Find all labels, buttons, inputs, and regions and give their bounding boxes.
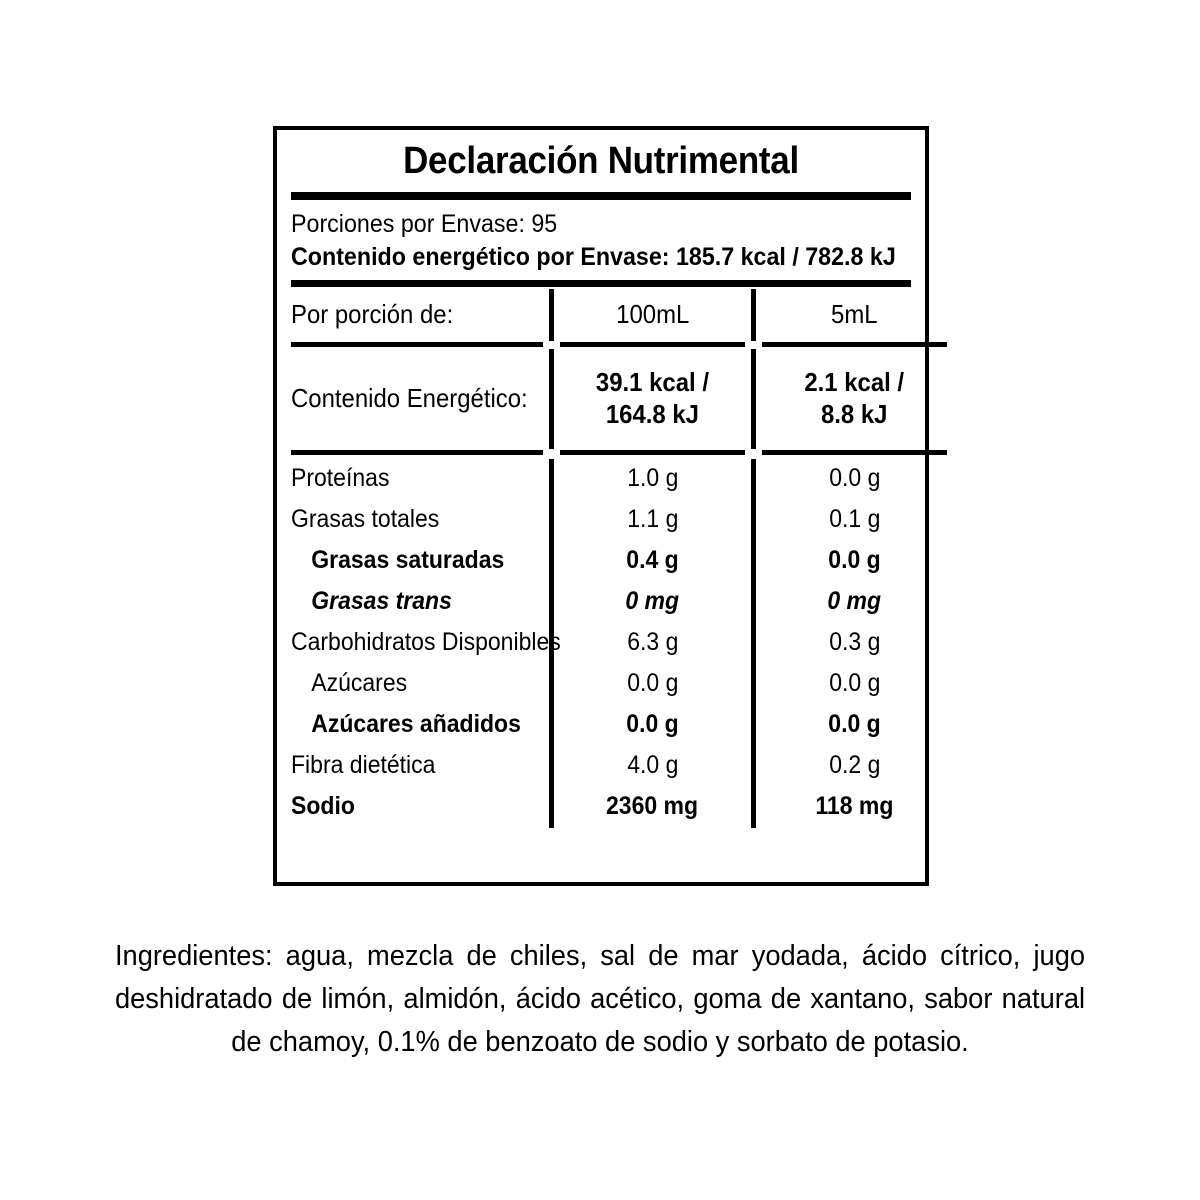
nutrient-label: Fibra dietética (291, 751, 436, 780)
nutrient-col1-value: 1.0 g (626, 464, 679, 493)
nutrient-col2-cell (762, 500, 947, 541)
nutrient-col2-cell (762, 705, 947, 746)
column-divider-1 (549, 705, 554, 746)
nutrient-row (291, 500, 911, 541)
servings-divider-rule (291, 280, 911, 287)
nutrient-col2-value: 0.1 g (828, 505, 881, 534)
column-divider-1 (549, 746, 554, 787)
nutrient-label-cell (291, 500, 543, 541)
rule-gap-1 (543, 342, 560, 347)
column-divider-1 (549, 459, 554, 500)
nutrient-row (291, 787, 911, 828)
column-divider-1 (549, 582, 554, 623)
nutrient-label: Azúcares (311, 669, 408, 698)
serving-size-col1-label: 100mL (615, 299, 690, 330)
column-divider-2 (751, 500, 756, 541)
column-divider-2 (751, 582, 756, 623)
nutrient-row (291, 459, 911, 500)
nutrient-label: Grasas saturadas (311, 546, 505, 575)
energy-label-cell (291, 349, 543, 449)
rule2-segment-label (291, 450, 543, 455)
column-divider-2 (751, 623, 756, 664)
servings-block (291, 204, 911, 276)
nutrient-col1-value: 0 mg (625, 587, 680, 616)
nutrient-col2-cell (762, 746, 947, 787)
rule2-segment-col2 (762, 450, 947, 455)
table-header-row (291, 289, 911, 341)
energy-col2-cell (762, 349, 947, 449)
serving-size-col2-label: 5mL (831, 299, 878, 330)
nutrient-col1-cell (560, 582, 745, 623)
column-divider-4 (751, 349, 756, 449)
energy-row (291, 349, 911, 449)
column-divider-2 (751, 664, 756, 705)
energy-col2-line1: 2.1 kcal / (804, 366, 905, 397)
nutrient-label-cell (291, 787, 543, 828)
nutrient-label-cell (291, 746, 543, 787)
nutrient-col2-value: 0.2 g (828, 751, 881, 780)
rule-gap-2 (745, 342, 762, 347)
nutrient-col1-value: 0.0 g (626, 710, 679, 739)
nutrient-col1-cell (560, 459, 745, 500)
nutrient-col1-value: 2360 mg (606, 792, 699, 821)
nutrient-col1-value: 0.0 g (626, 669, 679, 698)
column-divider-1 (549, 541, 554, 582)
nutrient-col2-value: 0 mg (827, 587, 882, 616)
nutrient-col1-cell (560, 623, 745, 664)
energy-col1-cell (560, 349, 745, 449)
column-divider-2 (751, 787, 756, 828)
energy-col2-value (805, 367, 905, 430)
nutrient-col2-cell (762, 664, 947, 705)
nutrition-facts-panel (273, 126, 929, 886)
rule2-segment-col1 (560, 450, 745, 455)
rule-segment-col1 (560, 342, 745, 347)
nutrient-col1-value: 0.4 g (626, 546, 679, 575)
column-divider-3 (549, 349, 554, 449)
energy-col2-line2: 8.8 kJ (821, 398, 888, 429)
nutrient-row (291, 582, 911, 623)
rule2-gap-2 (745, 450, 762, 455)
nutrient-col2-cell (762, 541, 947, 582)
nutrient-label-cell (291, 705, 543, 746)
energy-col1-value (596, 367, 709, 430)
nutrient-col1-value: 1.1 g (626, 505, 679, 534)
title-divider-rule (291, 192, 911, 200)
nutrient-col2-cell (762, 459, 947, 500)
nutrient-col1-value: 4.0 g (626, 751, 679, 780)
nutrient-label-cell (291, 664, 543, 705)
header-col1-cell (560, 289, 745, 341)
nutrient-label-cell (291, 541, 543, 582)
header-col2-cell (762, 289, 947, 341)
nutrient-col2-value: 0.0 g (828, 710, 881, 739)
nutrient-label: Proteínas (291, 464, 390, 493)
column-divider-2 (751, 289, 756, 341)
nutrient-row (291, 746, 911, 787)
column-divider-1 (549, 500, 554, 541)
nutrient-row (291, 541, 911, 582)
nutrient-col1-cell (560, 787, 745, 828)
column-divider-1 (549, 787, 554, 828)
nutrient-label: Azúcares añadidos (311, 710, 521, 739)
nutrient-label-cell (291, 459, 543, 500)
energy-per-container-text: Contenido energético por Envase: 185.7 kcal / 782.8 kJ (291, 242, 896, 271)
nutrient-label: Grasas totales (291, 505, 440, 534)
energy-col1-line2: 164.8 kJ (605, 398, 700, 429)
nutrient-col1-value: 6.3 g (626, 628, 679, 657)
nutrient-col1-cell (560, 746, 745, 787)
nutrient-col1-cell (560, 705, 745, 746)
nutrient-col2-cell (762, 787, 947, 828)
column-divider-1 (549, 289, 554, 341)
column-divider-2 (751, 459, 756, 500)
nutrient-row (291, 664, 911, 705)
header-segmented-rule (291, 341, 911, 349)
header-label-cell (291, 289, 543, 341)
nutrient-label: Carbohidratos Disponibles (291, 628, 561, 657)
nutrient-label-cell (291, 582, 543, 623)
ingredients-text: Ingredientes: agua, mezcla de chiles, sal de mar yodada, ácido cítrico, jugo deshidratado de limón, almidón, ácido acético, goma de xantano, sabor natural de chamoy, 0.1% de benzoato de sodio y sorbato de potasio. (114, 940, 1086, 1058)
energy-segmented-rule (291, 449, 911, 457)
energy-content-label: Contenido Energético: (291, 383, 528, 414)
column-divider-1 (549, 664, 554, 705)
nutrient-row (291, 623, 911, 664)
nutrient-col2-value: 118 mg (815, 792, 894, 821)
nutrient-col2-cell (762, 582, 947, 623)
column-divider-2 (751, 746, 756, 787)
rule-segment-col2 (762, 342, 947, 347)
nutrient-label-cell (291, 623, 561, 664)
nutrient-col1-cell (560, 500, 745, 541)
nutrient-label: Grasas trans (311, 587, 452, 616)
nutrition-table (291, 289, 911, 874)
nutrient-col1-cell (560, 664, 745, 705)
nutrient-label: Sodio (291, 792, 355, 821)
rule2-gap-1 (543, 450, 560, 455)
column-divider-2 (751, 705, 756, 746)
nutrient-col2-value: 0.0 g (828, 546, 881, 575)
panel-title: Declaración Nutrimental (403, 140, 799, 182)
nutrient-col2-value: 0.3 g (828, 628, 881, 657)
rule-segment-label (291, 342, 543, 347)
nutrient-col2-cell (762, 623, 947, 664)
servings-per-container-text: Porciones por Envase: 95 (291, 209, 558, 238)
nutrient-rows-container (291, 457, 911, 828)
per-serving-label: Por porción de: (291, 299, 454, 330)
nutrient-col1-cell (560, 541, 745, 582)
panel-bottom-spacer (291, 828, 911, 838)
column-divider-2 (751, 541, 756, 582)
nutrient-row (291, 705, 911, 746)
nutrient-col2-value: 0.0 g (828, 669, 881, 698)
nutrient-col2-value: 0.0 g (828, 464, 881, 493)
energy-col1-line1: 39.1 kcal / (595, 366, 710, 397)
